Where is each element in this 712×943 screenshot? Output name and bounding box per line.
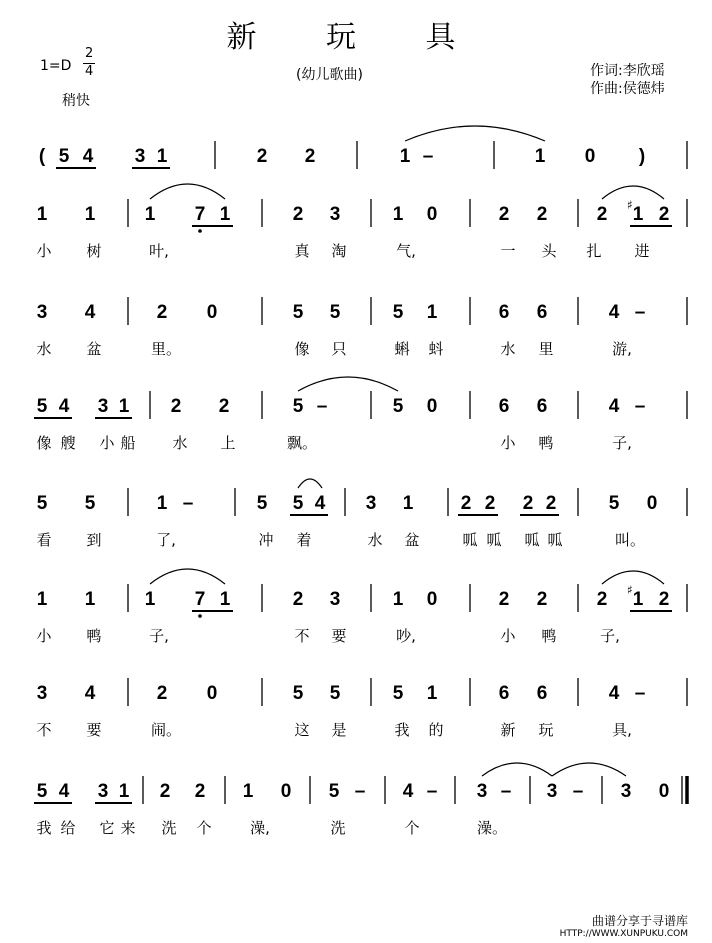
- note-symbol: 2: [159, 781, 171, 802]
- slur-tie: [405, 126, 545, 141]
- sharp-accidental: ♯: [627, 198, 633, 212]
- note-symbol: 2: [536, 589, 548, 610]
- lyric-syllable: 进: [634, 242, 650, 260]
- lyric-syllable: 水: [172, 434, 188, 452]
- sharp-accidental: ♯: [627, 583, 633, 597]
- lyric-syllable: 它: [99, 819, 115, 837]
- note-symbol: 4: [608, 302, 620, 323]
- lyric-syllable: 淘: [331, 242, 347, 260]
- lyric-syllable: 了,: [156, 531, 176, 549]
- note-symbol: 1: [144, 204, 156, 225]
- lyric-syllable: 玩: [538, 721, 554, 739]
- lyric-syllable: 真: [294, 242, 310, 260]
- note-symbol: 3: [620, 781, 632, 802]
- slur-tie: [150, 184, 225, 199]
- note-symbol: 2: [194, 781, 206, 802]
- note-symbol: 3: [329, 589, 341, 610]
- low-octave-dot: [198, 614, 202, 618]
- lyric-syllable: 新: [500, 721, 516, 739]
- note-symbol: 0: [426, 589, 438, 610]
- lyric-syllable: 要: [86, 721, 102, 739]
- lyric-syllable: 小: [36, 627, 52, 645]
- lyric-syllable: 来: [120, 819, 136, 837]
- time-signature-bottom: 4: [85, 64, 94, 79]
- lyric-syllable: 扎: [586, 242, 602, 260]
- note-symbol: 4: [84, 302, 96, 323]
- lyric-syllable: 我: [36, 819, 52, 837]
- note-symbol: 1: [402, 493, 414, 514]
- lyric-syllable: 小: [36, 242, 52, 260]
- note-symbol: 4: [82, 146, 94, 167]
- lyric-syllable: 是: [331, 721, 347, 739]
- note-symbol: 4: [58, 781, 70, 802]
- lyric-syllable: 游,: [612, 340, 632, 358]
- lyric-syllable: 只: [331, 340, 347, 358]
- note-symbol: 1: [84, 589, 96, 610]
- lyric-syllable: 叶,: [149, 242, 169, 260]
- note-symbol: 6: [536, 396, 548, 417]
- note-symbol: 1: [118, 396, 130, 417]
- note-symbol: 4: [84, 683, 96, 704]
- note-symbol: 5: [292, 683, 304, 704]
- note-symbol: 1: [84, 204, 96, 225]
- note-symbol: 1: [426, 302, 438, 323]
- lyric-syllable: 船: [120, 434, 136, 452]
- watermark-url: HTTP://WWW.XUNPUKU.COM: [559, 929, 688, 939]
- note-symbol: 3: [476, 781, 488, 802]
- note-symbol: 0: [280, 781, 292, 802]
- lyric-syllable: 里: [538, 340, 554, 358]
- note-symbol: 1: [36, 204, 48, 225]
- note-symbol: (: [38, 146, 46, 167]
- note-symbol: 0: [658, 781, 670, 802]
- lyric-syllable: 个: [196, 819, 212, 837]
- note-symbol: 6: [498, 302, 510, 323]
- lyric-syllable: 的: [428, 721, 444, 739]
- note-symbol: 4: [314, 493, 326, 514]
- note-symbol: 7: [194, 204, 206, 225]
- lyric-syllable: 到: [86, 531, 102, 549]
- note-symbol: 5: [84, 493, 96, 514]
- lyric-syllable: 澡,: [250, 819, 270, 837]
- note-symbol: 5: [329, 302, 341, 323]
- note-symbol: –: [426, 781, 438, 802]
- lyric-syllable: 像: [294, 340, 310, 358]
- note-symbol: 5: [58, 146, 70, 167]
- note-symbol: 6: [536, 683, 548, 704]
- note-symbol: –: [634, 396, 646, 417]
- low-octave-dot: [198, 229, 202, 233]
- lyric-syllable: 鸭: [541, 627, 557, 645]
- note-symbol: 1: [392, 204, 404, 225]
- lyric-syllable: 吵,: [396, 627, 416, 645]
- lyric-syllable: 水: [500, 340, 516, 358]
- note-symbol: 3: [97, 396, 109, 417]
- note-symbol: 0: [584, 146, 596, 167]
- note-symbol: 1: [632, 204, 644, 225]
- lyric-syllable: 呱: [547, 531, 563, 549]
- lyric-syllable: 蝌: [394, 340, 410, 358]
- note-symbol: 2: [156, 683, 168, 704]
- lyric-syllable: 子,: [612, 434, 632, 452]
- note-symbol: 6: [498, 396, 510, 417]
- lyric-syllable: 闹。: [150, 721, 182, 739]
- lyric-syllable: 鸭: [86, 627, 102, 645]
- note-symbol: 4: [402, 781, 414, 802]
- note-symbol: 2: [170, 396, 182, 417]
- note-symbol: –: [422, 146, 434, 167]
- lyric-syllable: 小: [500, 627, 516, 645]
- note-symbol: 5: [392, 683, 404, 704]
- note-symbol: 0: [646, 493, 658, 514]
- lyric-syllable: 盆: [404, 531, 420, 549]
- lyric-syllable: 艘: [60, 434, 76, 452]
- note-symbol: 1: [632, 589, 644, 610]
- note-symbol: 0: [426, 396, 438, 417]
- genre-label: (幼儿歌曲): [296, 67, 363, 83]
- lyric-syllable: 个: [404, 819, 420, 837]
- note-symbol: –: [182, 493, 194, 514]
- note-symbol: 6: [536, 302, 548, 323]
- note-symbol: 2: [460, 493, 472, 514]
- watermark-site-name: 曲谱分享于寻谱库: [591, 914, 688, 928]
- note-symbol: 0: [206, 683, 218, 704]
- lyric-syllable: 上: [220, 434, 236, 452]
- lyric-syllable: 里。: [150, 340, 182, 358]
- lyric-syllable: 呱: [524, 531, 540, 549]
- slur-tie: [298, 479, 322, 488]
- note-symbol: 5: [36, 396, 48, 417]
- note-symbol: 2: [498, 204, 510, 225]
- note-symbol: 1: [156, 146, 168, 167]
- lyric-syllable: 看: [36, 531, 52, 549]
- lyric-syllable: 子,: [149, 627, 169, 645]
- note-symbol: 2: [596, 589, 608, 610]
- lyric-syllable: 具,: [612, 721, 632, 739]
- note-symbol: 5: [292, 396, 304, 417]
- lyric-syllable: 头: [541, 242, 557, 260]
- slur-tie: [602, 186, 664, 199]
- note-symbol: 5: [36, 781, 48, 802]
- slur-tie: [482, 763, 552, 776]
- lyric-syllable: 水: [367, 531, 383, 549]
- lyric-syllable: 不: [294, 627, 310, 645]
- note-symbol: 1: [219, 589, 231, 610]
- note-symbol: –: [354, 781, 366, 802]
- note-symbol: 2: [292, 204, 304, 225]
- lyric-syllable: 叫。: [614, 531, 646, 549]
- note-symbol: –: [634, 302, 646, 323]
- note-symbol: 0: [206, 302, 218, 323]
- note-symbol: 5: [392, 396, 404, 417]
- note-symbol: 2: [304, 146, 316, 167]
- lyric-syllable: 树: [86, 242, 102, 260]
- note-symbol: 3: [36, 302, 48, 323]
- note-symbol: 1: [219, 204, 231, 225]
- note-symbol: 2: [256, 146, 268, 167]
- lyric-syllable: 气,: [396, 242, 416, 260]
- note-symbol: 3: [97, 781, 109, 802]
- slur-tie: [552, 763, 626, 776]
- note-symbol: ): [638, 146, 646, 167]
- time-signature-top: 2: [85, 46, 94, 61]
- lyric-syllable: 洗: [330, 819, 346, 837]
- note-symbol: 2: [536, 204, 548, 225]
- lyric-syllable: 不: [36, 721, 52, 739]
- note-symbol: 1: [534, 146, 546, 167]
- slur-tie: [150, 569, 225, 584]
- note-symbol: 5: [292, 302, 304, 323]
- lyric-syllable: 给: [60, 819, 76, 837]
- lyric-syllable: 盆: [86, 340, 102, 358]
- lyric-syllable: 呱: [486, 531, 502, 549]
- note-symbol: 6: [498, 683, 510, 704]
- note-symbol: 4: [58, 396, 70, 417]
- slur-tie: [602, 571, 664, 584]
- note-symbol: 5: [328, 781, 340, 802]
- lyric-syllable: 水: [36, 340, 52, 358]
- note-symbol: 3: [36, 683, 48, 704]
- note-symbol: 2: [596, 204, 608, 225]
- song-title: 新 玩 具: [226, 20, 486, 55]
- lyric-syllable: 我: [394, 721, 410, 739]
- note-symbol: 1: [144, 589, 156, 610]
- lyric-syllable: 要: [331, 627, 347, 645]
- note-symbol: 5: [329, 683, 341, 704]
- lyric-syllable: 呱: [462, 531, 478, 549]
- note-symbol: 1: [426, 683, 438, 704]
- lyric-syllable: 飘。: [286, 434, 318, 452]
- note-symbol: 4: [608, 396, 620, 417]
- note-symbol: 2: [484, 493, 496, 514]
- note-symbol: 5: [256, 493, 268, 514]
- composer-credit: 作曲:侯德炜: [590, 81, 665, 97]
- note-symbol: 1: [242, 781, 254, 802]
- note-symbol: 1: [36, 589, 48, 610]
- lyric-syllable: 一: [500, 242, 516, 260]
- note-symbol: 7: [194, 589, 206, 610]
- key-signature: 1=D: [40, 58, 72, 74]
- note-symbol: 1: [399, 146, 411, 167]
- note-symbol: 4: [608, 683, 620, 704]
- note-symbol: 1: [118, 781, 130, 802]
- note-symbol: 3: [546, 781, 558, 802]
- lyric-syllable: 蚪: [428, 340, 444, 358]
- note-symbol: –: [634, 683, 646, 704]
- note-symbol: 1: [392, 589, 404, 610]
- note-symbol: 2: [658, 204, 670, 225]
- note-symbol: 3: [134, 146, 146, 167]
- note-symbol: 2: [658, 589, 670, 610]
- lyric-syllable: 子,: [600, 627, 620, 645]
- note-symbol: 2: [498, 589, 510, 610]
- note-symbol: –: [572, 781, 584, 802]
- lyric-syllable: 这: [294, 721, 310, 739]
- note-symbol: 5: [608, 493, 620, 514]
- note-symbol: 5: [292, 493, 304, 514]
- note-symbol: 5: [36, 493, 48, 514]
- lyric-syllable: 鸭: [538, 434, 554, 452]
- note-symbol: 2: [218, 396, 230, 417]
- lyric-syllable: 冲: [258, 531, 274, 549]
- lyric-syllable: 着: [296, 531, 312, 549]
- note-symbol: 2: [522, 493, 534, 514]
- note-symbol: 2: [156, 302, 168, 323]
- lyric-syllable: 像: [36, 434, 52, 452]
- tempo-marking: 稍快: [62, 93, 90, 109]
- lyric-syllable: 澡。: [476, 819, 508, 837]
- note-symbol: 2: [292, 589, 304, 610]
- note-symbol: –: [316, 396, 328, 417]
- note-symbol: 0: [426, 204, 438, 225]
- lyric-syllable: 洗: [161, 819, 177, 837]
- note-symbol: 3: [365, 493, 377, 514]
- note-symbol: 5: [392, 302, 404, 323]
- note-symbol: 3: [329, 204, 341, 225]
- note-symbol: –: [500, 781, 512, 802]
- note-symbol: 1: [156, 493, 168, 514]
- slur-tie: [298, 377, 398, 391]
- lyric-syllable: 小: [500, 434, 516, 452]
- lyric-syllable: 小: [99, 434, 115, 452]
- note-symbol: 2: [545, 493, 557, 514]
- lyricist-credit: 作词:李欣瑶: [590, 63, 665, 79]
